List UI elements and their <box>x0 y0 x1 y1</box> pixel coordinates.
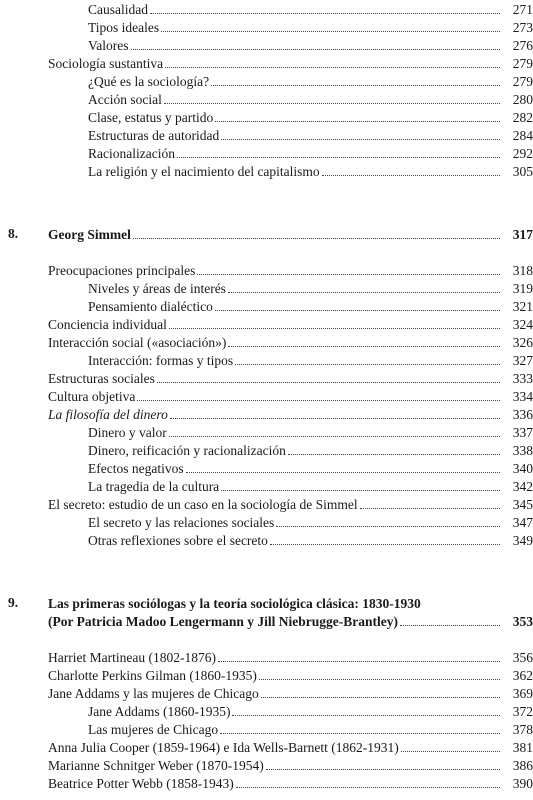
toc-entry-label: Charlotte Perkins Gilman (1860-1935) <box>48 668 257 683</box>
toc-entry <box>0 162 533 180</box>
toc-entry <box>0 477 533 495</box>
leader-dots <box>221 489 500 491</box>
chapter-heading-line2 <box>0 612 533 630</box>
toc-entry-page: 279 <box>512 74 533 89</box>
toc-entry-page: 349 <box>512 533 533 548</box>
leader-dots <box>360 507 500 509</box>
toc-entry <box>0 144 533 162</box>
leader-dots <box>220 732 500 734</box>
toc-entry <box>0 774 533 792</box>
leader-dots <box>177 156 500 158</box>
toc-entry <box>0 387 533 405</box>
toc-entry-label: Sociología sustantiva <box>48 56 164 71</box>
toc-entry-label: Jane Addams y las mujeres de Chicago <box>48 686 259 701</box>
toc-entry <box>0 441 533 459</box>
toc-entry-label: Harriet Martineau (1802-1876) <box>48 650 216 665</box>
toc-entry-page: 276 <box>512 38 533 53</box>
toc-entry <box>0 54 533 72</box>
leader-dots <box>228 291 500 293</box>
toc-entry-page: 282 <box>512 110 533 125</box>
toc-entry <box>0 720 533 738</box>
toc-entry-label: Preocupaciones principales <box>48 263 196 278</box>
toc-entry-label: Dinero y valor <box>88 425 167 440</box>
toc-entry-label: Interacción social («asociación») <box>48 335 227 350</box>
toc-entry <box>0 351 533 369</box>
toc-entry <box>0 297 533 315</box>
chapter-number: 8. <box>8 226 19 241</box>
toc-entry <box>0 279 533 297</box>
toc-entry-label: Jane Addams (1860-1935) <box>88 704 231 719</box>
toc-entry <box>0 315 533 333</box>
leader-dots <box>137 399 500 401</box>
toc-entry-page: 327 <box>512 353 533 368</box>
toc-entry-label: Otras reflexiones sobre el secreto <box>88 533 268 548</box>
toc-entry-label: Pensamiento dialéctico <box>88 299 213 314</box>
leader-dots <box>164 102 500 104</box>
leader-dots <box>215 309 500 311</box>
toc-entry-page: 273 <box>512 20 533 35</box>
toc-entry-page: 271 <box>512 2 533 17</box>
toc-entry-page: 338 <box>512 443 533 458</box>
toc-entry-page: 324 <box>512 317 533 332</box>
toc-entry-label: Tipos ideales <box>88 20 160 35</box>
chapter-heading <box>0 225 533 243</box>
leader-dots <box>157 381 500 383</box>
toc-entry-label: Interacción: formas y tipos <box>88 353 234 368</box>
leader-dots <box>270 543 500 545</box>
leader-dots <box>228 345 500 347</box>
toc-entry-label: Racionalización <box>88 146 175 161</box>
toc-entry-label: Clase, estatus y partido <box>88 110 214 125</box>
toc-entry-label: Estructuras sociales <box>48 371 155 386</box>
leader-dots <box>161 30 500 32</box>
toc-entry-page: 378 <box>512 722 533 737</box>
leader-dots <box>288 453 500 455</box>
toc-entry-page: 356 <box>512 650 533 665</box>
chapter-page: 353 <box>512 614 533 629</box>
toc-entry <box>0 648 533 666</box>
leader-dots <box>165 66 500 68</box>
toc-entry <box>0 513 533 531</box>
toc-entry-page: 369 <box>512 686 533 701</box>
leader-dots <box>236 786 500 788</box>
leader-dots <box>276 525 500 527</box>
leader-dots <box>197 273 500 275</box>
leader-dots <box>169 435 500 437</box>
leader-dots <box>131 48 501 50</box>
toc-entry-page: 334 <box>512 389 533 404</box>
toc-entry <box>0 36 533 54</box>
toc-entry-label: Dinero, reificación y racionalización <box>88 443 286 458</box>
leader-dots <box>261 696 500 698</box>
chapter-title: Georg Simmel <box>48 227 131 242</box>
toc-entry-page: 321 <box>512 299 533 314</box>
toc-entry <box>0 666 533 684</box>
chapter-title-line1: Las primeras sociólogas y la teoría sociológica clásica: 1830-1930 <box>48 596 421 611</box>
toc-entry-label: Beatrice Potter Webb (1858-1943) <box>48 776 234 791</box>
toc-entry-page: 292 <box>512 146 533 161</box>
toc-entry-label: Acción social <box>88 92 162 107</box>
toc-entry-label: Anna Julia Cooper (1859-1964) e Ida Wells-Barnett (1862-1931) <box>48 740 399 755</box>
leader-dots <box>186 471 500 473</box>
toc-entry-label: Estructuras de autoridad <box>88 128 220 143</box>
leader-dots <box>400 624 500 626</box>
toc-entry <box>0 405 533 423</box>
toc-entry-page: 386 <box>512 758 533 773</box>
toc-entry-label: El secreto y las relaciones sociales <box>88 515 275 530</box>
leader-dots <box>259 678 500 680</box>
toc-entry-page: 318 <box>512 263 533 278</box>
toc-entry <box>0 369 533 387</box>
toc-entry-page: 340 <box>512 461 533 476</box>
chapter-heading-line1 <box>0 594 533 612</box>
toc-entry-label: Efectos negativos <box>88 461 184 476</box>
toc-entry-label: La tragedia de la cultura <box>88 479 220 494</box>
toc-entry-label: La filosofía del dinero <box>48 407 168 422</box>
toc-entry <box>0 495 533 513</box>
leader-dots <box>211 84 500 86</box>
toc-entry-page: 347 <box>512 515 533 530</box>
leader-dots <box>401 750 500 752</box>
toc-entry <box>0 126 533 144</box>
toc-entry-page: 326 <box>512 335 533 350</box>
toc-entry <box>0 702 533 720</box>
toc-entry-label: Cultura objetiva <box>48 389 136 404</box>
toc-entry-label: ¿Qué es la sociología? <box>88 74 210 89</box>
toc-entry-page: 342 <box>512 479 533 494</box>
toc-entry <box>0 261 533 279</box>
toc-entry-page: 284 <box>512 128 533 143</box>
toc-entry-page: 390 <box>512 776 533 791</box>
toc-entry-label: Niveles y áreas de interés <box>88 281 226 296</box>
leader-dots <box>150 12 500 14</box>
toc-entry-page: 372 <box>512 704 533 719</box>
toc-entry-page: 319 <box>512 281 533 296</box>
toc-entry-label: La religión y el nacimiento del capitalismo <box>88 164 320 179</box>
toc-entry-page: 337 <box>512 425 533 440</box>
toc-entry <box>0 18 533 36</box>
toc-entry-page: 345 <box>512 497 533 512</box>
toc-entry-label: Conciencia individual <box>48 317 167 332</box>
toc-entry-page: 381 <box>512 740 533 755</box>
toc-entry-label: Las mujeres de Chicago <box>88 722 219 737</box>
leader-dots <box>133 237 500 239</box>
leader-dots <box>266 768 500 770</box>
leader-dots <box>218 660 500 662</box>
chapter-page: 317 <box>512 227 533 242</box>
toc-entry <box>0 423 533 441</box>
toc-entry <box>0 684 533 702</box>
toc-entry-label: Causalidad <box>88 2 148 17</box>
toc-entry-label: Valores <box>88 38 129 53</box>
toc-entry-page: 336 <box>512 407 533 422</box>
toc-entry-page: 279 <box>512 56 533 71</box>
toc-entry <box>0 738 533 756</box>
toc-entry-page: 333 <box>512 371 533 386</box>
toc-entry <box>0 531 533 549</box>
toc-entry <box>0 333 533 351</box>
toc-entry <box>0 756 533 774</box>
toc-entry <box>0 0 533 18</box>
toc-entry <box>0 90 533 108</box>
toc-entry-page: 305 <box>512 164 533 179</box>
leader-dots <box>235 363 500 365</box>
leader-dots <box>221 138 500 140</box>
toc-entry <box>0 108 533 126</box>
leader-dots <box>170 417 500 419</box>
toc-entry-page: 362 <box>512 668 533 683</box>
toc-entry-page: 280 <box>512 92 533 107</box>
leader-dots <box>215 120 500 122</box>
toc-entry-label: El secreto: estudio de un caso en la sociología de Simmel <box>48 497 358 512</box>
toc-entry <box>0 459 533 477</box>
toc-entry-label: Marianne Schnitger Weber (1870-1954) <box>48 758 264 773</box>
leader-dots <box>169 327 500 329</box>
toc-entry <box>0 72 533 90</box>
chapter-number: 9. <box>8 595 19 610</box>
leader-dots <box>322 174 500 176</box>
leader-dots <box>232 714 500 716</box>
chapter-title-line2: (Por Patricia Madoo Lengermann y Jill Niebrugge-Brantley) <box>48 614 398 629</box>
